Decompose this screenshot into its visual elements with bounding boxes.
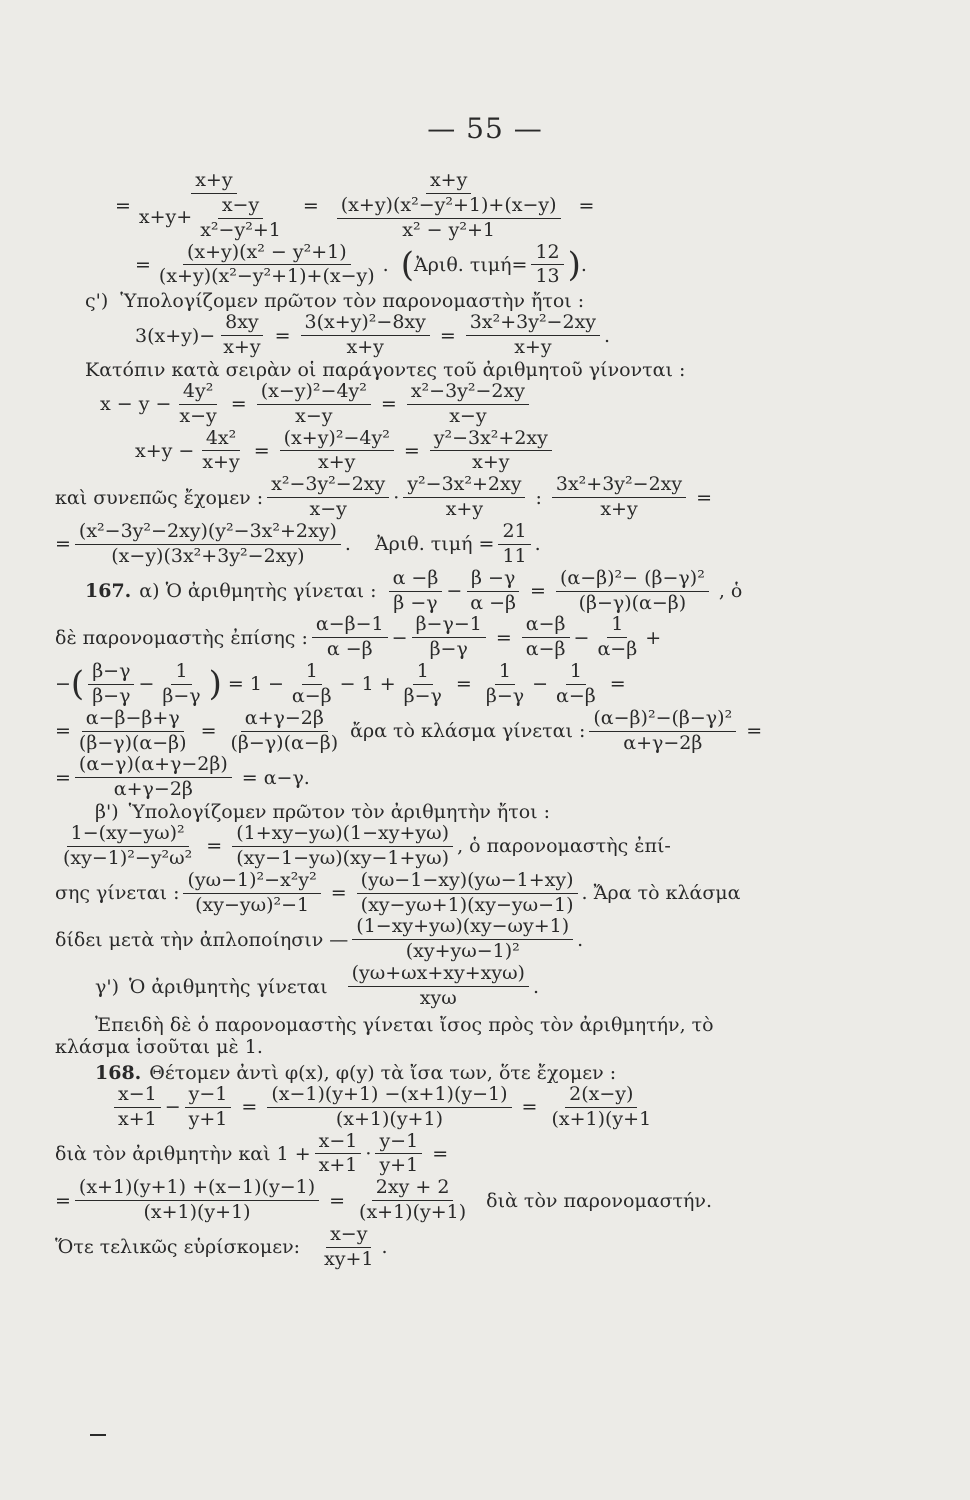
fraction: $\frac{12}{13}$ bbox=[531, 242, 563, 289]
eq-de: δὲ παρονομαστὴς ἐπίσης : $\frac{\alpha-\beta-1}{\alpha -\beta}$ − $\frac{\beta-\gamma-1}{\beta-\gamma}$ = $\frac{\alpha-\beta}{\alpha-\beta}$ − $\frac{1}{\alpha-\beta}$ + bbox=[55, 613, 662, 661]
eq-line-2: = $\frac{\text{(x+y)(x² − y²+1)}}{\text{(x+y)(x²−y²+1)+(x−y)}}$ . ( Ἀριθ. τιμή= $\frac{12}{13}$ ) . bbox=[135, 240, 587, 288]
fraction: $\frac{\alpha-\beta-\beta+\gamma}{(\beta-\gamma)(\alpha-\beta)}$ bbox=[78, 706, 187, 754]
eq-gamma: γ') Ὁ ἀριθμητὴς γίνεται $\frac{\text{(yω+ωx+xy+xyω)}}{\text{xyω}}$ . bbox=[95, 962, 540, 1009]
fraction: $\frac{\text{x²−3y²−2xy}}{x-y}$ bbox=[407, 381, 529, 428]
fraction: $\frac{1}{\beta-\gamma}$ bbox=[403, 660, 442, 707]
fraction: $\frac{y-1}{y+1}$ bbox=[375, 1131, 422, 1178]
fraction: $\frac{\text{3x²+3y²−2xy}}{x+y}$ bbox=[466, 312, 600, 359]
fraction: $\frac{21}{11}$ bbox=[498, 521, 530, 568]
fraction: $\frac{\beta -\gamma}{\alpha -\beta}$ bbox=[466, 568, 520, 615]
fraction: $\frac{\text{(yω+ωx+xy+xyω)}}{\text{xyω}}$ bbox=[348, 963, 529, 1010]
eq-s: 3(x+y)− $\frac{8xy}{x+y}$ = $\frac{\text{3(x+y)²−8xy}}{x+y}$ = $\frac{\text{3x²+3y²−2xy}}{x+y}$ . bbox=[135, 311, 611, 359]
fraction: $\frac{y-1}{y+1}$ bbox=[185, 1084, 232, 1131]
eq-a: = $\frac{\alpha-\beta-\beta+\gamma}{(\beta-\gamma)(\alpha-\beta)}$ = $\frac{\alpha+\gamma-2\beta}{(\beta-\gamma)(\alpha-\beta)}$ ἄρα τὸ κλάσμα γίνεται : $\frac{\text{(α−β)²−(β−γ)²}}{\alpha+\gamma-2\beta}$ = bbox=[55, 706, 763, 754]
text-epeidi-1: Ἐπειδὴ δὲ ὁ παρονομαστὴς γίνεται ἴσος πρὸς τὸν ἀριθμητήν, τὸ bbox=[95, 1013, 714, 1036]
section-s-heading: ς') Ὑπολογίζομεν πρῶτον τὸν παρονομαστὴν ἤτοι : bbox=[85, 290, 585, 313]
fraction: $\frac{(\alpha-\gamma)(\alpha+\gamma-2\beta)}{\alpha+\gamma-2\beta}$ bbox=[75, 754, 232, 801]
fraction: $\frac{x-1}{x+1}$ bbox=[114, 1084, 161, 1131]
eq-beta-2: σης γίνεται : $\frac{\text{(yω−1)²−x²y²}}{\text{(xy−yω)²−1}}$ = $\frac{(y\omega-1-xy)(y\omega-1+xy)}{(xy-y\omega+1)(xy-y\omega-1)}$ . Ἄρα τὸ κλάσμα bbox=[55, 868, 741, 916]
fraction: $\frac{x-y}{\text{x²−y²+1}}$ bbox=[200, 193, 281, 241]
problem-167: 167. α) Ὁ ἀριθμητὴς γίνεται : $\frac{\alpha -\beta}{\beta -\gamma}$ − $\frac{\beta -\gamma}{\alpha -\beta}$ = $\frac{\text{(α−β)²− (β−γ)²}}{(\beta-\gamma)(\alpha-\beta)}$ , ὁ bbox=[85, 566, 743, 614]
fraction: $\frac{(x-1)(y+1) -(x+1)(y-1)}{(x+1)(y+1)}$ bbox=[267, 1084, 511, 1131]
fraction: $\frac{\text{4y²}}{x-y}$ bbox=[179, 379, 217, 427]
fraction: $\frac{(1-xy+y\omega)(xy-\omega y+1)}{\text{(xy+yω−1)²}}$ bbox=[352, 916, 573, 963]
fraction: $\frac{\alpha -\beta}{\beta -\gamma}$ bbox=[389, 568, 443, 615]
eq-kai: καὶ συνεπῶς ἔχομεν : $\frac{\text{x²−3y²−2xy}}{x-y}$ · $\frac{\text{y²−3x²+2xy}}{x+y}$ : $\frac{\text{3x²+3y²−2xy}}{x+y}$ = bbox=[55, 473, 713, 521]
fraction: $\frac{\text{x²−3y²−2xy}}{x-y}$ bbox=[267, 474, 389, 521]
fraction: $\frac{\text{(x²−3y²−2xy)(y²−3x²+2xy)}}{\text{(x−y)(3x²+3y²−2xy)}}$ bbox=[75, 521, 341, 568]
fraction: $\frac{\beta-\gamma-1}{\beta-\gamma}$ bbox=[412, 614, 486, 661]
fraction: $\frac{x-1}{x+1}$ bbox=[315, 1131, 362, 1178]
fraction: $\frac{x-y}{xy+1}$ bbox=[324, 1222, 374, 1270]
fraction: $\frac{8xy}{x+y}$ bbox=[219, 312, 264, 359]
fraction: $\frac{(y\omega-1-xy)(y\omega-1+xy)}{(xy-y\omega+1)(xy-y\omega-1)}$ bbox=[357, 870, 578, 917]
end-dash bbox=[90, 1434, 106, 1436]
fraction: $\frac{1}{\beta-\gamma}$ bbox=[485, 660, 525, 707]
fraction: $\frac{\text{y²−3x²+2xy}}{x+y}$ bbox=[430, 428, 552, 475]
eq-k1: x − y − $\frac{\text{4y²}}{x-y}$ = $\frac{\text{(x−y)²−4y²}}{x-y}$ = $\frac{\text{x²−3y²−2xy}}{x-y}$ bbox=[100, 381, 885, 428]
fraction: $\frac{\text{3(x+y)²−8xy}}{x+y}$ bbox=[301, 312, 430, 359]
fraction: $\frac{x+y}{\frac{\text{(x+y)(x²−y²+1)+(x−y)}}{\text{x² − y²+1}}}$ bbox=[329, 170, 569, 242]
fraction: $\frac{\text{(x+y)²−4y²}}{x+y}$ bbox=[280, 428, 394, 475]
fraction: $\frac{\text{(yω−1)²−x²y²}}{\text{(xy−yω)²−1}}$ bbox=[183, 870, 320, 917]
page-number: — 55 — bbox=[427, 112, 543, 145]
fraction: $\frac{1}{\alpha-\beta}$ bbox=[291, 660, 332, 707]
fraction: $\frac{\text{4x²}}{x+y}$ bbox=[202, 426, 240, 474]
fraction: $\frac{1}{\alpha-\beta}$ bbox=[597, 613, 638, 661]
fraction: $\frac{\text{(α−β)²− (β−γ)²}}{(\beta-\gamma)(\alpha-\beta)}$ bbox=[556, 568, 709, 615]
eq-168-1: $\frac{x-1}{x+1}$ − $\frac{y-1}{y+1}$ = $\frac{(x-1)(y+1) -(x+1)(y-1)}{(x+1)(y+1)}$ = $\frac{2(x-y)}{(x+1)(y+1}$ bbox=[110, 1084, 885, 1131]
fraction: $\frac{\alpha-\beta}{\alpha-\beta}$ bbox=[522, 614, 570, 661]
fraction: $\frac{\text{(x−y)²−4y²}}{x-y}$ bbox=[257, 381, 371, 428]
text-katopin: Κατόπιν κατὰ σειρὰν οἱ παράγοντες τοῦ ἀριθμητοῦ γίνονται : bbox=[85, 358, 686, 381]
fraction: $\frac{2(x-y)}{(x+1)(y+1}$ bbox=[551, 1082, 652, 1130]
eq-line-1: = x+y x+y+ $\frac{x-y}{\text{x²−y²+1}}$ = $\frac{x+y}{\frac{\text{(x+y)(x²−y²+1)+(x−y)}}{\text{x² − y²+1}}}$ = bbox=[115, 169, 595, 241]
eq-168-3: = $\frac{(x+1)(y+1) +(x-1)(y-1)}{(x+1)(y+1)}$ = $\frac{2xy + 2}{(x+1)(y+1)}$ διὰ τὸν παρονομαστήν. bbox=[55, 1176, 713, 1224]
page-content bbox=[55, 170, 885, 1271]
eq-beta-3: δίδει μετὰ τὴν ἀπλοποίησιν — $\frac{(1-xy+y\omega)(xy-\omega y+1)}{\text{(xy+yω−1)²}}$ . bbox=[55, 915, 584, 963]
problem-168: 168. Θέτομεν ἀντὶ φ(x), φ(y) τὰ ἴσα των, ὅτε ἔχομεν : bbox=[95, 1061, 617, 1084]
fraction: x+y x+y+ $\frac{x-y}{\text{x²−y²+1}}$ bbox=[135, 170, 293, 242]
text-epeidi-2: κλάσμα ἰσοῦται μὲ 1. bbox=[55, 1035, 263, 1058]
fraction: $\frac{\text{y²−3x²+2xy}}{x+y}$ bbox=[403, 474, 525, 521]
eq-b: = $\frac{(\alpha-\gamma)(\alpha+\gamma-2\beta)}{\alpha+\gamma-2\beta}$ = α−γ. bbox=[55, 753, 310, 801]
eq-k2: x+y − $\frac{\text{4x²}}{x+y}$ = $\frac{\text{(x+y)²−4y²}}{x+y}$ = $\frac{\text{y²−3x²+2xy}}{x+y}$ bbox=[135, 428, 885, 475]
fraction: $\frac{(1+xy-y\omega)(1-xy+y\omega)}{(xy-1-y\omega)(xy-1+y\omega)}$ bbox=[232, 823, 453, 870]
fraction: $\frac{\text{(α−β)²−(β−γ)²}}{\alpha+\gamma-2\beta}$ bbox=[589, 708, 736, 755]
eq-168-final: Ὅτε τελικῶς εὑρίσκομεν: $\frac{x-y}{xy+1}$ . bbox=[55, 1222, 388, 1270]
fraction: $\frac{2xy + 2}{(x+1)(y+1)}$ bbox=[359, 1176, 467, 1224]
section-beta-heading: β') Ὑπολογίζομεν πρῶτον τὸν ἀριθμητὴν ἤτοι : bbox=[95, 801, 551, 824]
fraction: $\frac{\text{(x+y)(x²−y²+1)+(x−y)}}{\text{x² − y²+1}}$ bbox=[337, 195, 561, 242]
eq-result: = $\frac{\text{(x²−3y²−2xy)(y²−3x²+2xy)}}{\text{(x−y)(3x²+3y²−2xy)}}$ . Ἀριθ. τιμή = $\frac{21}{11}$ . bbox=[55, 519, 541, 567]
fraction: $\frac{\text{1−(xy−yω)²}}{\text{(xy−1)²−y²ω²}}$ bbox=[63, 822, 193, 869]
eq-m: − ( $\frac{\beta-\gamma}{\beta-\gamma}$ − $\frac{1}{\beta-\gamma}$ ) = 1 − $\frac{1}{\alpha-\beta}$ − 1 + $\frac{1}{\beta-\gamma}$ = $\frac{1}{\beta-\gamma}$ − $\frac{1}{\alpha-\beta}$ = bbox=[55, 660, 626, 707]
fraction: $\frac{\text{(x+y)(x² − y²+1)}}{\text{(x+y)(x²−y²+1)+(x−y)}}$ bbox=[158, 240, 375, 288]
fraction: $\frac{\beta-\gamma}{\beta-\gamma}$ bbox=[88, 661, 134, 708]
fraction: $\frac{1}{\alpha-\beta}$ bbox=[556, 660, 596, 707]
fraction: $\frac{(x+1)(y+1) +(x-1)(y-1)}{(x+1)(y+1)}$ bbox=[75, 1177, 319, 1224]
fraction: $\frac{1}{\beta-\gamma}$ bbox=[162, 660, 201, 707]
eq-168-2: διὰ τὸν ἀριθμητὴν καὶ 1 + $\frac{x-1}{x+1}$ · $\frac{y-1}{y+1}$ = bbox=[55, 1129, 449, 1177]
fraction: $\frac{\alpha+\gamma-2\beta}{(\beta-\gamma)(\alpha-\beta)}$ bbox=[230, 706, 339, 754]
fraction: $\frac{\text{3x²+3y²−2xy}}{x+y}$ bbox=[552, 474, 686, 521]
fraction: $\frac{\alpha-\beta-1}{\alpha -\beta}$ bbox=[312, 614, 388, 661]
eq-beta-1: $\frac{\text{1−(xy−yω)²}}{\text{(xy−1)²−y²ω²}}$ = $\frac{(1+xy-y\omega)(1-xy+y\omega)}{(xy-1-y\omega)(xy-1+y\omega)}$ , ὁ παρονομαστὴς ἐπί- bbox=[55, 823, 885, 870]
